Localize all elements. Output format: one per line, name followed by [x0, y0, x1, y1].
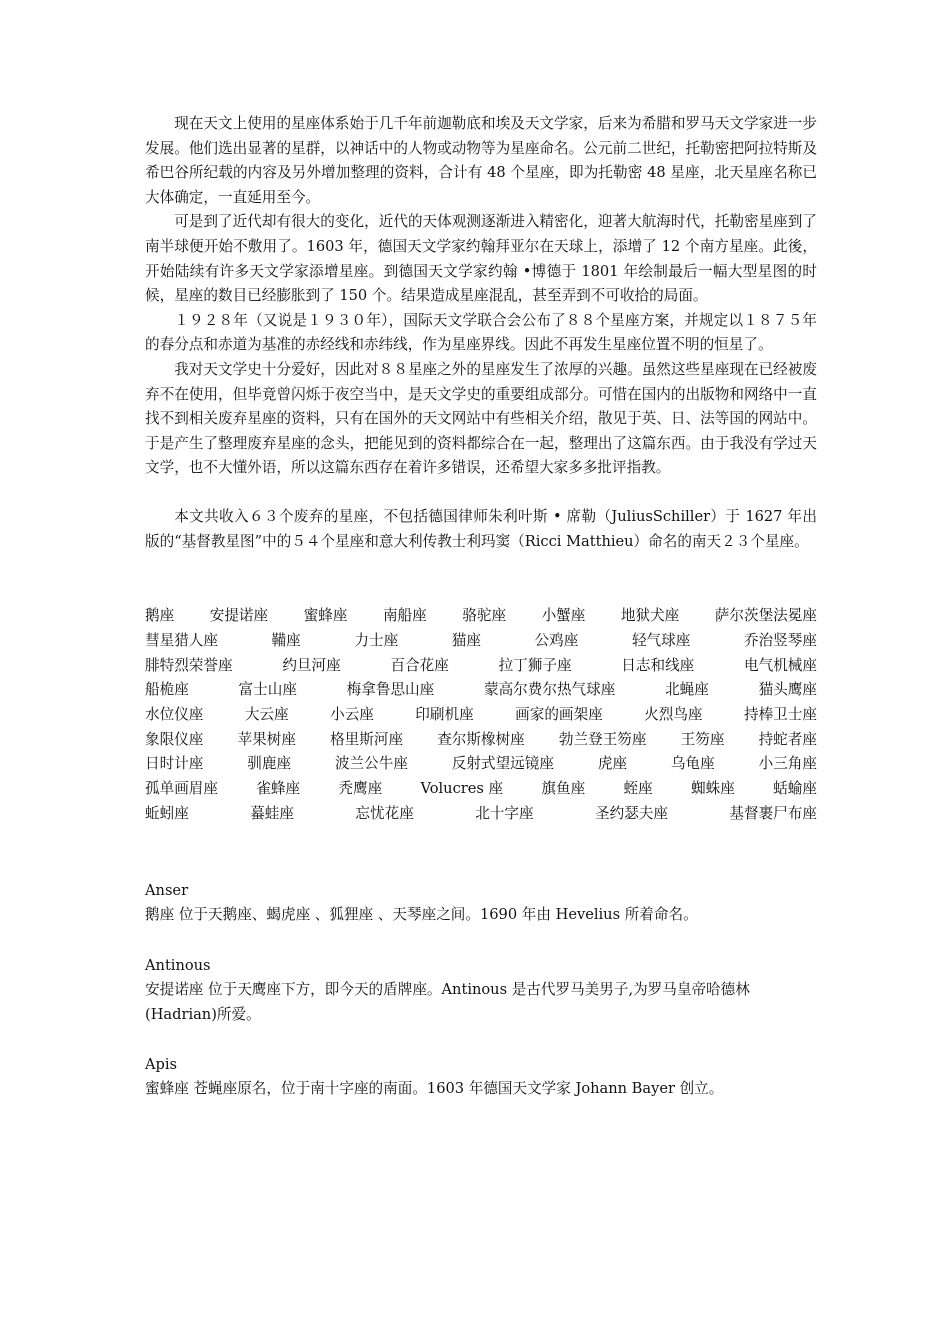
constellation-name: Volucres 座 — [420, 780, 504, 798]
entry-description: 蜜蜂座 苍蝇座原名，位于南十字座的南面。1603 年德国天文学家 Johann Bayer 创立。 — [145, 1080, 724, 1098]
constellation-name: 北蝇座 — [665, 681, 709, 699]
constellation-name: 乔治竖琴座 — [743, 631, 817, 649]
constellation-name: 苹果树座 — [237, 730, 296, 748]
constellation-name: 日时计座 — [145, 755, 204, 773]
constellation-name: 象限仪座 — [145, 730, 204, 748]
constellation-name: 小云座 — [330, 705, 374, 723]
entry-latin-name: Apis — [145, 1056, 178, 1074]
constellation-name: 忘忧花座 — [355, 804, 414, 822]
constellation-name: 力士座 — [354, 631, 399, 649]
entry-latin-name: Antinous — [145, 957, 211, 975]
entry-latin-name: Anser — [145, 882, 189, 900]
constellation-name: 安提诺座 — [209, 607, 269, 625]
constellation-name: 蛞蝓座 — [773, 780, 817, 798]
constellation-entry — [145, 1052, 817, 1102]
constellation-name: 百合花座 — [390, 656, 449, 674]
constellation-list — [145, 604, 817, 826]
constellation-name: 日志和线座 — [621, 656, 695, 674]
intro-paragraph-4: 我对天文学史十分爱好，因此对８８星座之外的星座发生了浓厚的兴趣。虽然这些星座现在已经被废弃不在使用，但毕竟曾闪烁于夜空当中，是天文学史的重要组成部分。可惜在国内的出版物和网络中一直找不到相关废弃星座的资料，只有在国外的天文网站中有些相关介绍，散见于英、日、法等国的网站中。于是产生了整理废弃星座的念头，把能见到的资料都综合在一起，整理出了这篇东西。由于我没有学过天文学，也不大懂外语，所以这篇东西存在着许多错误，还希望大家多多批评指教。 — [145, 360, 817, 477]
constellation-name: 鞴座 — [271, 631, 301, 649]
constellation-name: 大云座 — [244, 705, 289, 723]
constellation-name: 雀蜂座 — [256, 780, 301, 798]
constellation-name: 蒙高尔费尔热气球座 — [483, 681, 616, 699]
constellation-name: 骆驼座 — [462, 607, 507, 625]
entry-description: 安提诺座 位于天鹰座下方，即今天的盾牌座。Antinous 是古代罗马美男子,为罗马皇帝哈德林(Hadrian)所爱。 — [145, 981, 750, 1023]
constellation-name: 拉丁狮子座 — [498, 656, 572, 674]
constellation-entry — [145, 878, 817, 928]
constellation-row — [145, 728, 817, 753]
constellation-name: 地狱犬座 — [620, 607, 680, 625]
constellation-name: 反射式望远镜座 — [451, 755, 554, 773]
constellation-name: 格里斯河座 — [330, 730, 404, 748]
entry-description: 鹅座 位于天鹅座、蝎虎座 、狐狸座 、天琴座之间。1690 年由 Hevelius 所着命名。 — [145, 906, 698, 924]
constellation-row — [145, 752, 817, 777]
constellation-name: 萨尔茨堡法冕座 — [714, 607, 817, 625]
constellation-name: 持蛇者座 — [758, 730, 817, 748]
constellation-row — [145, 604, 817, 629]
constellation-row — [145, 629, 817, 654]
constellation-name: 彗星猎人座 — [145, 631, 218, 649]
constellation-row — [145, 703, 817, 728]
constellation-name: 画家的画架座 — [515, 705, 603, 723]
constellation-name: 南船座 — [382, 607, 427, 625]
constellation-name: 秃鹰座 — [338, 780, 383, 798]
constellation-name: 蚯蚓座 — [145, 804, 189, 822]
constellation-name: 轻气球座 — [631, 631, 691, 649]
constellation-row — [145, 654, 817, 679]
constellation-name: 持棒卫士座 — [743, 705, 817, 723]
constellation-name: 蜘蛛座 — [691, 780, 735, 798]
constellation-row — [145, 777, 817, 802]
constellation-name: 勃兰登王笏座 — [558, 730, 647, 748]
intro-paragraph-2: 可是到了近代却有很大的变化，近代的天体观测逐渐进入精密化，迎著大航海时代，托勒密星座到了南半球便开始不敷用了。1603 年，德国天文学家约翰拜亚尔在天球上，添增了 12 个南方星座。此後，开始陆续有许多天文学家添增星座。到德国天文学家约翰 •博德于 1801 年绘制最后一幅大型星图的时候，星座的数目已经膨胀到了 150 个。结果造成星座混乱，甚至弄到不可收拾的局面。 — [145, 213, 817, 305]
document-body — [145, 112, 817, 1102]
constellation-entries — [145, 878, 817, 1101]
constellation-name: 船桅座 — [145, 681, 189, 699]
constellation-name: 电气机械座 — [744, 656, 817, 674]
constellation-name: 小蟹座 — [541, 607, 586, 625]
constellation-name: 圣约瑟夫座 — [595, 804, 668, 822]
constellation-name: 梅拿鲁思山座 — [346, 681, 435, 699]
constellation-name: 虎座 — [597, 755, 628, 773]
constellation-name: 水位仪座 — [145, 705, 204, 723]
constellation-entry — [145, 953, 817, 1027]
constellation-name: 驯鹿座 — [247, 755, 292, 773]
constellation-name: 公鸡座 — [534, 631, 579, 649]
constellation-name: 孤单画眉座 — [145, 780, 218, 798]
constellation-name: 波兰公牛座 — [334, 755, 408, 773]
constellation-row — [145, 802, 817, 827]
intro-paragraph-1: 现在天文上使用的星座体系始于几千年前迦勒底和埃及天文学家，后来为希腊和罗马天文学家进一步发展。他们选出显著的星群，以神话中的人物或动物等为星座命名。公元前二世纪，托勒密把阿拉特斯及希巴谷所纪载的内容及另外增加整理的资料，合计有 48 个星座，即为托勒密 48 星座，北天星座名称已大体确定，一直延用至今。 — [145, 115, 817, 206]
constellation-name: 查尔斯橡树座 — [437, 730, 525, 748]
constellation-name: 猫头鹰座 — [758, 681, 817, 699]
constellation-name: 富士山座 — [238, 681, 297, 699]
constellation-name: 北十字座 — [475, 804, 534, 822]
constellation-name: 火烈鸟座 — [644, 705, 703, 723]
constellation-name: 旗鱼座 — [541, 780, 586, 798]
constellation-name: 蟇蛙座 — [250, 804, 294, 822]
constellation-name: 王笏座 — [680, 730, 725, 748]
constellation-name: 腓特烈荣誉座 — [145, 656, 233, 674]
constellation-name: 约旦河座 — [282, 656, 341, 674]
constellation-name: 小三角座 — [758, 755, 817, 773]
constellation-name: 基督裹尸布座 — [729, 804, 817, 822]
constellation-name: 鹅座 — [145, 607, 175, 625]
constellation-name: 乌龟座 — [670, 755, 715, 773]
constellation-name: 猫座 — [451, 631, 481, 649]
constellation-name: 印刷机座 — [415, 705, 474, 723]
summary-paragraph: 本文共收入６３个废弃的星座，不包括德国律师朱利叶斯 • 席勒（JuliusSchiller）于 1627 年出版的“基督教星图”中的５４个星座和意大利传教士利玛窦（Ricci Matthieu）命名的南天２３个星座。 — [145, 507, 817, 550]
intro-paragraph-3: １９２８年（又说是１９３０年），国际天文学联合会公布了８８个星座方案，并规定以１８７５年的春分点和赤道为基准的赤经线和赤纬线，作为星座界线。因此不再发生星座位置不明的恒星了。 — [145, 311, 817, 354]
constellation-row — [145, 678, 817, 703]
constellation-name: 蜜蜂座 — [303, 607, 348, 625]
constellation-name: 蛭座 — [623, 780, 653, 798]
